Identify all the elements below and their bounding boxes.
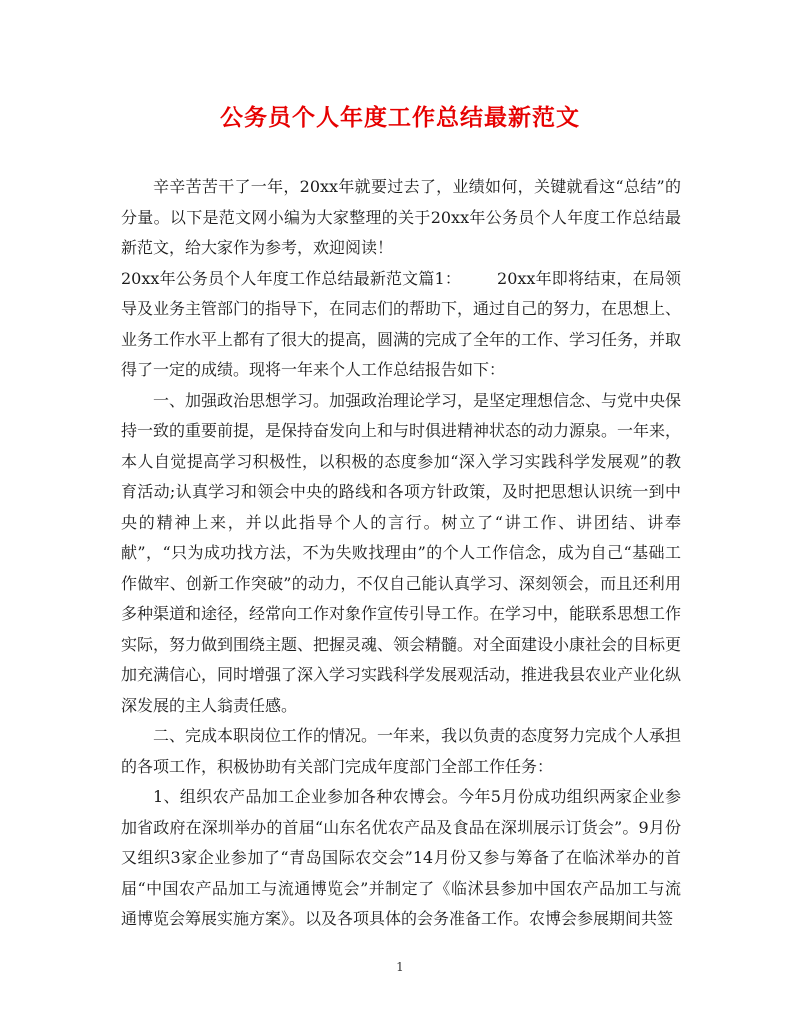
document-body [121,172,681,935]
page-title: 公务员个人年度工作总结最新范文 [220,104,580,131]
item-1-paragraph: 1、组织农产品加工企业参加各种农博会。今年5月份成功组织两家企业参加省政府在深圳举办的首届“山东名优农产品及食品在深圳展示订货会”。9月份又组织3家企业参加了“青岛国际农交会”14月份又参与筹备了在临沭举办的首届“中国农产品加工与流通博览会”并制定了《临沭县参加中国农产品加工与流通博览会筹展实施方案》。以及各项具体的会务准备工作。农博会参展期间共签 [121,787,681,928]
article-opening: 20xx年即将结束，在局领导及业务主管部门的指导下，在同志们的帮助下，通过自己的努力，在思想上、业务工作水平上都有了很大的提高，圆满的完成了全年的工作、学习任务，并取得了一定的成绩。现将一年来个人工作总结报告如下： [121,268,682,379]
intro-paragraph: 辛辛苦苦干了一年，20xx年就要过去了，业绩如何，关键就看这“总结”的分量。以下是范文网小编为大家整理的关于20xx年公务员个人年度工作总结最新范文，给大家作为参考，欢迎阅读！ [121,177,681,257]
article-heading: 20xx年公务员个人年度工作总结最新范文篇1： [121,268,462,288]
page-number: 1 [396,960,404,974]
section-1-paragraph: 一、加强政治思想学习。加强政治理论学习，是坚定理想信念、与党中央保持一致的重要前提，是保持奋发向上和与时俱进精神状态的动力源泉。一年来，本人自觉提高学习积极性，以积极的态度参加“深入学习实践科学发展观”的教育活动;认真学习和领会中央的路线和各项方针政策，及时把思想认识统一到中央的精神上来，并以此指导个人的言行。树立了“讲工作、讲团结、讲奉献”，“只为成功找方法，不为失败找理由”的个人工作信念，成为自己“基础工作做牢、创新工作突破”的动力，不仅自己能认真学习、深刻领会，而且还利用多种渠道和途径，经常向工作对象作宣传引导工作。在学习中，能联系思想工作实际，努力做到围绕主题、把握灵魂、领会精髓。对全面建设小康社会的目标更加充满信心，同时增强了深入学习实践科学发展观活动，推进我县农业产业化纵深发展的主人翁责任感。 [121,390,682,715]
section-2-paragraph: 二、完成本职岗位工作的情况。一年来，我以负责的态度努力完成个人承担的各项工作，积极协助有关部门完成年度部门全部工作任务： [121,726,682,776]
article-first-paragraph [121,264,681,386]
